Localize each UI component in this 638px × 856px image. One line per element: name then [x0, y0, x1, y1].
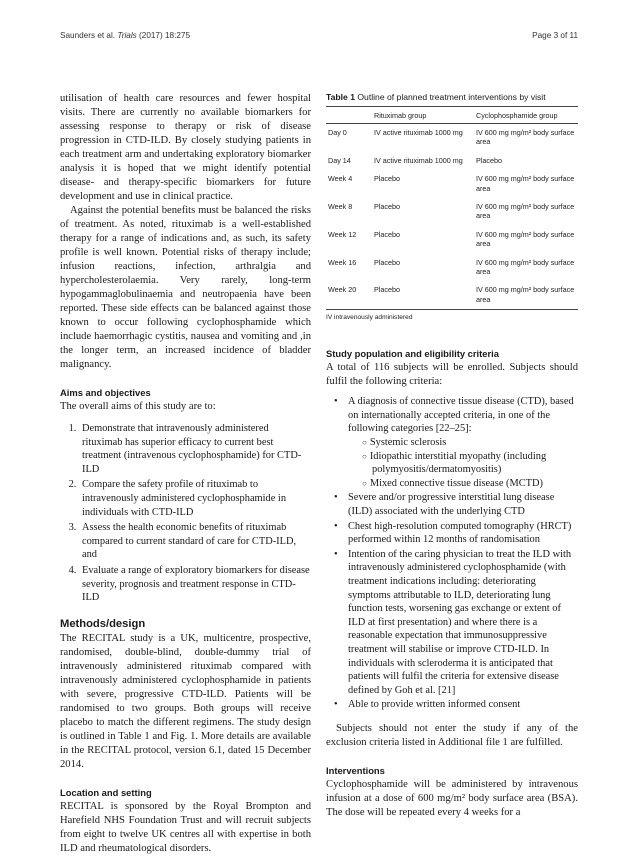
- table-header-cell: [326, 107, 372, 124]
- left-column: [60, 92, 311, 856]
- interventions-heading: Interventions: [326, 764, 385, 776]
- table-footnote: IV intravenously administered: [326, 314, 413, 322]
- table-cell: IV 600 mg mg/m² body surface area: [476, 257, 575, 277]
- table-header-cell: Rituximab group: [372, 107, 474, 124]
- table-cell: Placebo: [374, 229, 400, 239]
- table-cell: IV 600 mg mg/m² body surface area: [474, 281, 578, 309]
- table-cell: IV active rituximab 1000 mg: [374, 155, 463, 165]
- list-item: ○ Idiopathic interstitial myopathy (including polymyositis/dermatomyositis): [362, 450, 578, 477]
- aims-intro: The overall aims of this study are to:: [60, 401, 216, 412]
- exclusion-paragraph: Subjects should not enter the study if any of the exclusion criteria listed in Additional file 1 are fulfilled.: [326, 722, 578, 748]
- table-cell: Week 20: [326, 281, 372, 309]
- treatment-table: [326, 106, 578, 310]
- header-citation: (2017) 18:275: [139, 31, 191, 40]
- table-row: [326, 198, 578, 226]
- list-item: [348, 395, 578, 490]
- table-cell: Week 8: [328, 202, 353, 212]
- table-cell: Placebo: [372, 281, 474, 309]
- list-item: • Intention of the caring physician to treat the ILD with intravenously administered cyclophosphamide (with treatment indications including: deteriorating symptoms attributable to ILD, deteriorating lung function tests, worsening gas exchange or extent of ILD at first presentation) and where there is a reasonable expectation that immunosuppressive treatment will stabilise or improve CTD-ILD. In individuals with scleroderma it is anticipated that patients will fulfil the criteria for extensive disease defined by Goh et al. [21]: [348, 548, 578, 698]
- table-row: [326, 226, 578, 254]
- list-item: • Severe and/or progressive interstitial lung disease (ILD) associated with the underlying CTD: [348, 491, 578, 518]
- table-row: [326, 170, 578, 198]
- table-header-row: [326, 107, 578, 124]
- table-row: [326, 124, 578, 152]
- table-cell: Placebo: [374, 202, 400, 212]
- aims-heading: Aims and objectives: [60, 387, 151, 398]
- methods-paragraph: The RECITAL study is a UK, multicentre, prospective, randomised, double-blind, double-dummy trial of intravenously administered rituximab compared with intravenously administered cyclophosphamide in patients with severe, progressive CTD-ILD. Patients will be randomised to two groups. Both groups will receive placebo to match the different regimens. The study design is outlined in Table 1 and Fig. 1. More details are available in the RECITAL protocol, version 6.1, dated 15 December 2014.: [60, 632, 311, 770]
- table-row: [326, 281, 578, 309]
- table-cell: Week 4: [328, 174, 353, 184]
- table-cell: IV 600 mg mg/m² body surface area: [476, 202, 575, 221]
- header-authors: Saunders et al.: [60, 31, 116, 40]
- right-column: [326, 92, 578, 820]
- table-cell: Placebo: [374, 174, 400, 184]
- table-cell: IV active rituximab 1000 mg: [374, 128, 463, 137]
- criteria-text: A diagnosis of connective tissue disease (CTD), based on internationally accepted criteria, in one of the following categories [22–25]:: [348, 396, 574, 435]
- running-head-left: [60, 31, 190, 40]
- sub-criteria-list: [348, 436, 578, 490]
- table-cell: Day 14: [328, 155, 351, 165]
- list-item: • Chest high-resolution computed tomography (HRCT) performed within 12 months of randomisation: [348, 520, 578, 547]
- header-journal: Trials: [117, 31, 137, 40]
- list-item: ○ Mixed connective tissue disease (MCTD): [362, 477, 578, 491]
- location-heading: Location and setting: [60, 786, 152, 798]
- interventions-paragraph: Cyclophosphamide will be administered by intravenous infusion at a dose of 600 mg/m² body surface area (BSA). The dose will be repeated every 4 weeks for a: [326, 778, 578, 818]
- table-row: [326, 254, 578, 282]
- page-number: Page 3 of 11: [532, 31, 578, 40]
- aims-list: [60, 422, 311, 605]
- methods-heading: Methods/design: [60, 617, 146, 630]
- criteria-list: [326, 395, 578, 712]
- list-item: • Able to provide written informed consent: [348, 698, 578, 712]
- list-item: 2. Compare the safety profile of rituximab to intravenously administered cyclophosphamide in individuals with CTD-ILD: [79, 478, 311, 519]
- location-paragraph: RECITAL is sponsored by the Royal Brompton and Harefield NHS Foundation Trust and will recruit subjects from eight to twelve UK centres all with expertise in both ILD and rheumatological disorders.: [60, 800, 311, 854]
- study-population-heading: Study population and eligibility criteria: [326, 348, 499, 360]
- intro-paragraph-2: Against the potential benefits must be balanced the risks of treatment. As noted, rituximab is a well-established therapy for a range of indications and, as such, its safety profile is well known. Potential risks of therapy include; infusion reactions, infection, arthralgia and hypercholesterolaemia. Very rarely, long-term hypogammaglobulinaemia and neutropaenia have been reported. These side effects can be balanced against those known to occur following cyclophosphamide which include haemorrhagic cystitis, nausea and vomiting and ,in the longer term, an increased incidence of bladder malignancy.: [60, 205, 311, 370]
- table-cell: Week 12: [328, 229, 357, 239]
- table-label: Table 1: [326, 92, 355, 102]
- table-cell: Placebo: [476, 155, 502, 165]
- table-cell: Placebo: [374, 257, 400, 267]
- table-row: [326, 152, 578, 170]
- table-cell: IV 600 mg mg/m² body surface area: [476, 174, 575, 193]
- table-cell: IV 600 mg mg/m² body surface area: [476, 128, 575, 147]
- table-cell: Week 16: [328, 257, 357, 267]
- table-caption: [326, 92, 578, 102]
- list-item: 4. Evaluate a range of exploratory biomarkers for disease severity, prognosis and treatment response in CTD-ILD: [79, 564, 311, 605]
- table-cell: Day 0: [328, 128, 347, 137]
- table-cell: IV 600 mg mg/m² body surface area: [476, 229, 575, 249]
- intro-paragraph-1: utilisation of health care resources and fewer hospital visits. There are currently no available biomarkers for assessing response to therapy or risk of disease progression in CTD-ILD. By closely studying patients in each treatment arm and undertaking exploratory biomarker analysis it is hoped that we might identify potential disease- and therapy-specific biomarkers for future development and use in clinical practice.: [60, 93, 311, 202]
- table-header-cell: Cyclophosphamide group: [474, 107, 578, 124]
- study-population-paragraph: A total of 116 subjects will be enrolled. Subjects should fulfil the following criteria:: [326, 362, 578, 388]
- table-caption-text: Outline of planned treatment interventions by visit: [357, 92, 546, 102]
- list-item: 3. Assess the health economic benefits of rituximab compared to current standard of care for CTD-ILD, and: [79, 521, 311, 562]
- list-item: 1. Demonstrate that intravenously administered rituximab has superior efficacy to current best treatment (intravenous cyclophosphamide) for CTD-ILD: [79, 422, 311, 476]
- list-item: ○ Systemic sclerosis: [362, 436, 578, 450]
